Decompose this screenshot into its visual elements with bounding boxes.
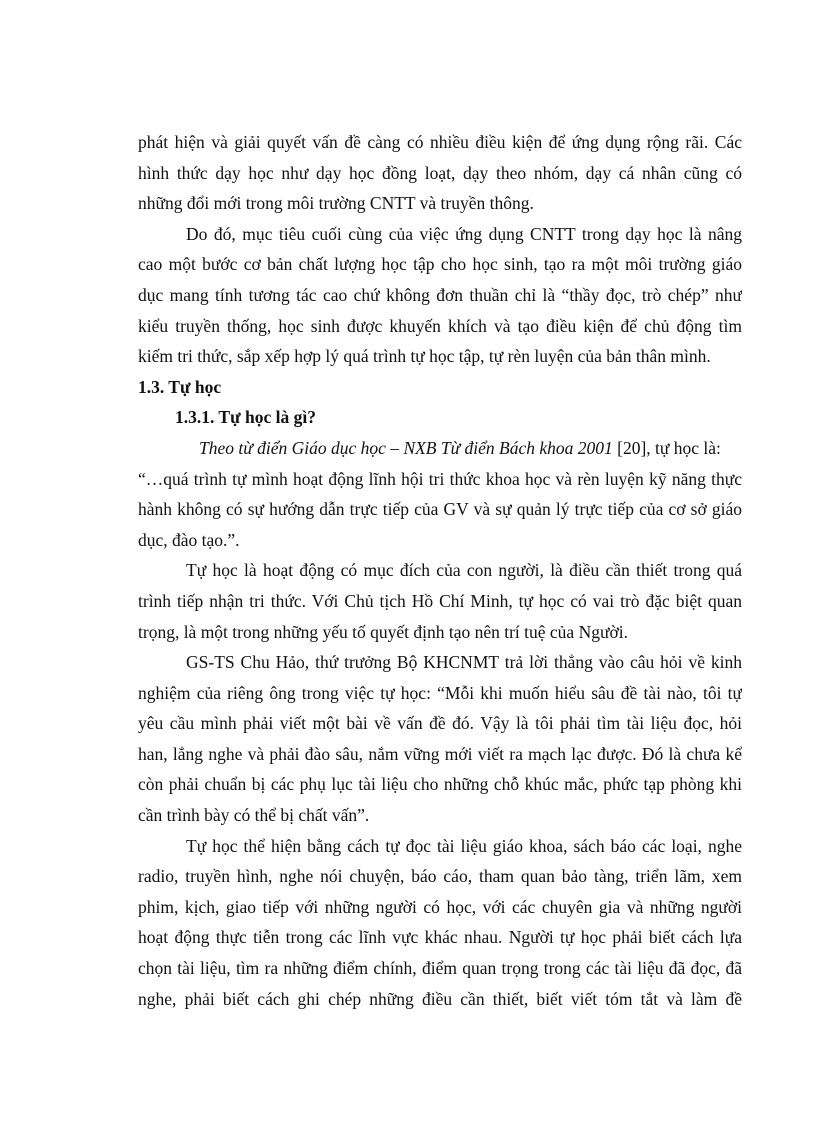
paragraph-3 — [138, 433, 742, 555]
text-line: Tự học thể hiện bằng cách tự đọc tài liệu giáo khoa, sách báo các loại, nghe — [186, 835, 742, 856]
paragraph-2 — [138, 219, 742, 372]
text-line: trình tiếp nhận tri thức. Với Chủ tịch Hồ Chí Minh, tự học có vai trò đặc biệt quan — [138, 590, 742, 611]
text-line: cao một bước cơ bản chất lượng học tập cho học sinh, tạo ra một môi trường giáo — [138, 254, 742, 275]
text-line: hành không có sự hướng dẫn trực tiếp của GV và sự quản lý trực tiếp của cơ sở giáo — [138, 499, 742, 520]
section-heading: 1.3. Tự học — [138, 376, 222, 397]
text-line: hoạt động thực tiễn trong các lĩnh vực khác nhau. Người tự học phải biết cách lựa — [138, 927, 742, 948]
text-line: chọn tài liệu, tìm ra những điểm chính, điểm quan trọng trong các tài liệu đã đọc, đã — [138, 958, 742, 979]
text-line: Do đó, mục tiêu cuối cùng của việc ứng dụng CNTT trong dạy học là nâng — [186, 223, 742, 244]
citation-source: Theo từ điển Giáo dục học – NXB Từ điển Bách khoa 2001 — [199, 437, 613, 458]
subsection-heading: 1.3.1. Tự học là gì? — [175, 407, 316, 428]
text-line: kiếm tri thức, sắp xếp hợp lý quá trình tự học tập, tự rèn luyện của bản thân mình. — [138, 346, 711, 367]
text-line: còn phải chuẩn bị các phụ lục tài liệu cho những chỗ khúc mắc, phức tạp phòng khi — [138, 774, 742, 795]
text-line: cần trình bày có thể bị chất vấn”. — [138, 805, 370, 826]
paragraph-4 — [138, 555, 742, 647]
text-line: những đổi mới trong môi trường CNTT và truyền thông. — [138, 193, 534, 214]
paragraph-5 — [138, 647, 742, 831]
text-line: yêu cầu mình phải viết một bài về vấn đề đó. Vậy là tôi phải tìm tài liệu đọc, hỏi — [138, 713, 742, 734]
document-page — [138, 127, 742, 1014]
text-line: radio, truyền hình, nghe nói chuyện, báo cáo, tham quan bảo tàng, triển lãm, xem — [138, 866, 742, 887]
text-line: “…quá trình tự mình hoạt động lĩnh hội tri thức khoa học và rèn luyện kỹ năng thực — [138, 468, 742, 489]
text-line: hình thức dạy học như dạy học đồng loạt, dạy theo nhóm, dạy cá nhân cũng có — [138, 162, 742, 183]
text-line: dục, đào tạo.”. — [138, 529, 240, 550]
text-line: nghiệm của riêng ông trong việc tự học: “Mỗi khi muốn hiểu sâu đề tài nào, tôi tự — [138, 682, 742, 703]
citation-line — [138, 433, 742, 464]
text-line: kiểu truyền thống, học sinh được khuyến khích và tạo điều kiện để chủ động tìm — [138, 315, 742, 336]
text-line: phát hiện và giải quyết vấn đề càng có nhiều điều kiện để ứng dụng rộng rãi. Các — [138, 132, 742, 152]
text-line: phim, kịch, giao tiếp với những người có học, với các chuyên gia và những người — [138, 896, 742, 917]
text-line: Tự học là hoạt động có mục đích của con người, là điều cần thiết trong quá — [186, 560, 742, 581]
text-line: trọng, là một trong những yếu tố quyết định tạo nên trí tuệ của Người. — [138, 621, 628, 642]
citation-text: [20], tự học là: — [612, 437, 721, 458]
text-line: dục mang tính tương tác cao chứ không đơn thuần chỉ là “thầy đọc, trò chép” như — [138, 284, 742, 305]
text-line: GS-TS Chu Hảo, thứ trưởng Bộ KHCNMT trả lời thẳng vào câu hỏi về kinh — [186, 652, 742, 673]
text-line: nghe, phải biết cách ghi chép những điều cần thiết, biết viết tóm tắt và làm đề — [138, 988, 742, 1009]
paragraph-1 — [138, 127, 742, 219]
text-line: han, lắng nghe và phải đào sâu, nắm vững mới viết ra mạch lạc được. Đó là chưa kể — [138, 743, 742, 764]
paragraph-6 — [138, 831, 742, 1015]
